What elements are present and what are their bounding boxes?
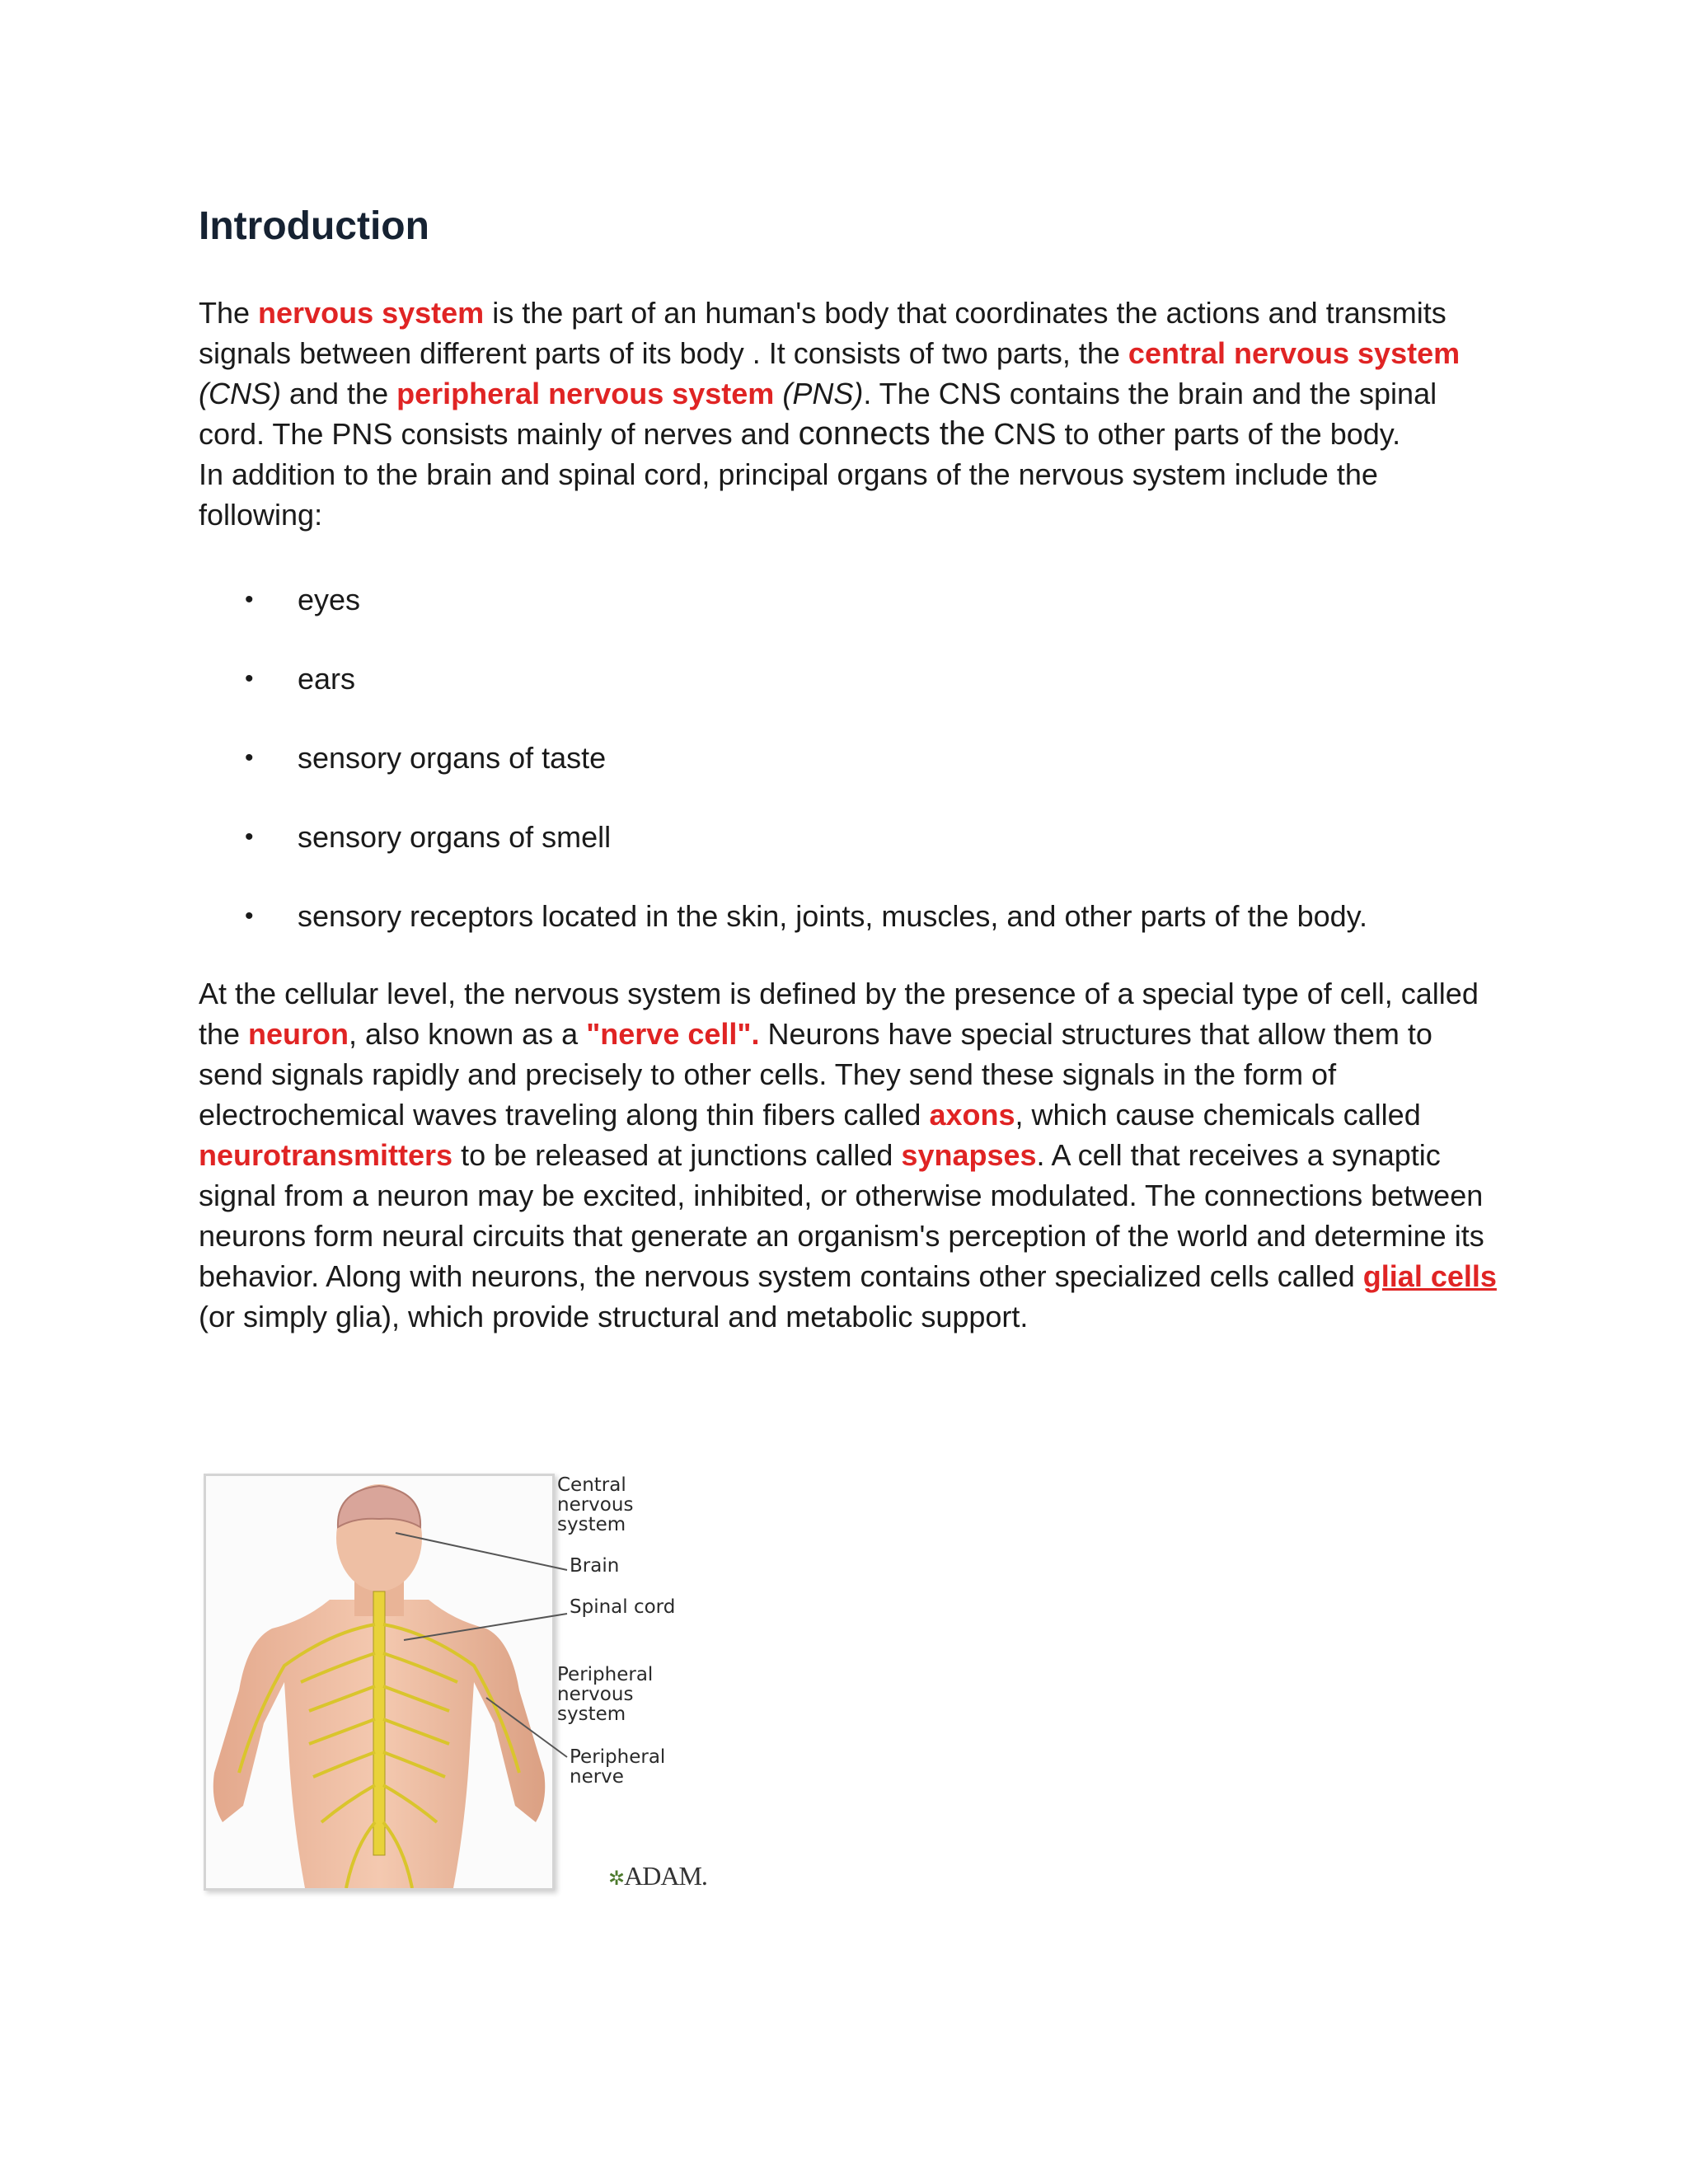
- logo-star-icon: ✲: [608, 1868, 625, 1890]
- text-run: CNS to other parts of the body.: [985, 417, 1401, 451]
- text-run: . A cell that receives a synaptic signal from a neuron may be excited, inhibited, or otherwise modulated. The connections between neurons form neural circuits that generate an organism's perception of the world and determine its behavior. Along with neurons, the nervous system contains other specialized cells called: [199, 1138, 1484, 1293]
- bullet-icon: •: [245, 823, 254, 851]
- term-synapses: synapses: [901, 1138, 1037, 1172]
- intro-paragraph: [199, 293, 1501, 535]
- bullet-icon: •: [245, 586, 254, 613]
- bullet-icon: •: [245, 902, 254, 930]
- text-run: . The CNS contains the brain and the spinal cord. The PNS consists mainly of nerves and: [199, 377, 1437, 451]
- list-item-text: eyes: [298, 583, 361, 616]
- term-nerve-cell: "nerve cell".: [586, 1017, 760, 1051]
- list-item: [199, 738, 1501, 779]
- adam-logo: [608, 1861, 707, 1891]
- term-axons: axons: [929, 1098, 1015, 1132]
- abbr-cns: (CNS): [199, 377, 281, 410]
- bullet-icon: •: [245, 665, 254, 692]
- list-item: [199, 817, 1501, 858]
- label-peripheral-nervous-system: Peripheral nervous system: [557, 1664, 654, 1725]
- term-pns: peripheral nervous system: [396, 377, 775, 410]
- neuron-paragraph: [199, 973, 1501, 1337]
- text-run: is the part of an human's body that coordinates the actions and transmits signals between different parts of its body . It consists of two parts, the: [199, 296, 1447, 370]
- page-title: Introduction: [199, 204, 429, 248]
- list-item: [199, 658, 1501, 700]
- text-run: , which cause chemicals called: [1015, 1098, 1421, 1132]
- label-spinal-cord: Spinal cord: [570, 1596, 676, 1618]
- text-run: and the: [280, 377, 397, 410]
- text-run: Neurons have special structures that allow them to send signals rapidly and precisely to other cells. They send these signals in the form of electrochemical waves traveling along thin fibers called: [199, 1017, 1432, 1132]
- list-item: [199, 579, 1501, 621]
- text-run: At the cellular level, the nervous system is defined by the presence of a special type of cell, called the: [199, 977, 1479, 1051]
- organ-list: [199, 579, 1501, 937]
- logo-text: ADAM.: [624, 1861, 707, 1891]
- list-item: [199, 896, 1501, 937]
- text-run: The: [199, 296, 259, 330]
- term-cns: central nervous system: [1128, 336, 1461, 370]
- document-body: [199, 198, 1501, 1337]
- label-central-nervous-system: Central nervous system: [557, 1474, 634, 1535]
- text-run-large: connects the: [798, 415, 986, 452]
- spinal-cord-shape: [373, 1591, 385, 1855]
- abbr-pns: (PNS): [782, 377, 864, 410]
- label-leader-lines: [387, 1516, 585, 1830]
- list-item-text: ears: [298, 662, 356, 696]
- list-item-text: sensory organs of smell: [298, 820, 612, 854]
- label-peripheral-nerve: Peripheral nerve: [570, 1746, 666, 1788]
- term-nervous-system: nervous system: [258, 296, 485, 330]
- list-item-text: sensory receptors located in the skin, joints, muscles, and other parts of the body.: [298, 899, 1368, 933]
- text-run: (or simply glia), which provide structural and metabolic support.: [199, 1300, 1029, 1333]
- term-neuron: neuron: [248, 1017, 349, 1051]
- label-brain: Brain: [570, 1555, 620, 1577]
- list-item-text: sensory organs of taste: [298, 741, 607, 775]
- term-neurotransmitters: neurotransmitters: [199, 1138, 453, 1172]
- text-run: In addition to the brain and spinal cord, principal organs of the nervous system include the following:: [199, 457, 1378, 532]
- text-run: to be released at junctions called: [452, 1138, 902, 1172]
- text-run: , also known as a: [349, 1017, 587, 1051]
- bullet-icon: •: [245, 744, 254, 771]
- glial-cells-link[interactable]: glial cells: [1362, 1259, 1497, 1293]
